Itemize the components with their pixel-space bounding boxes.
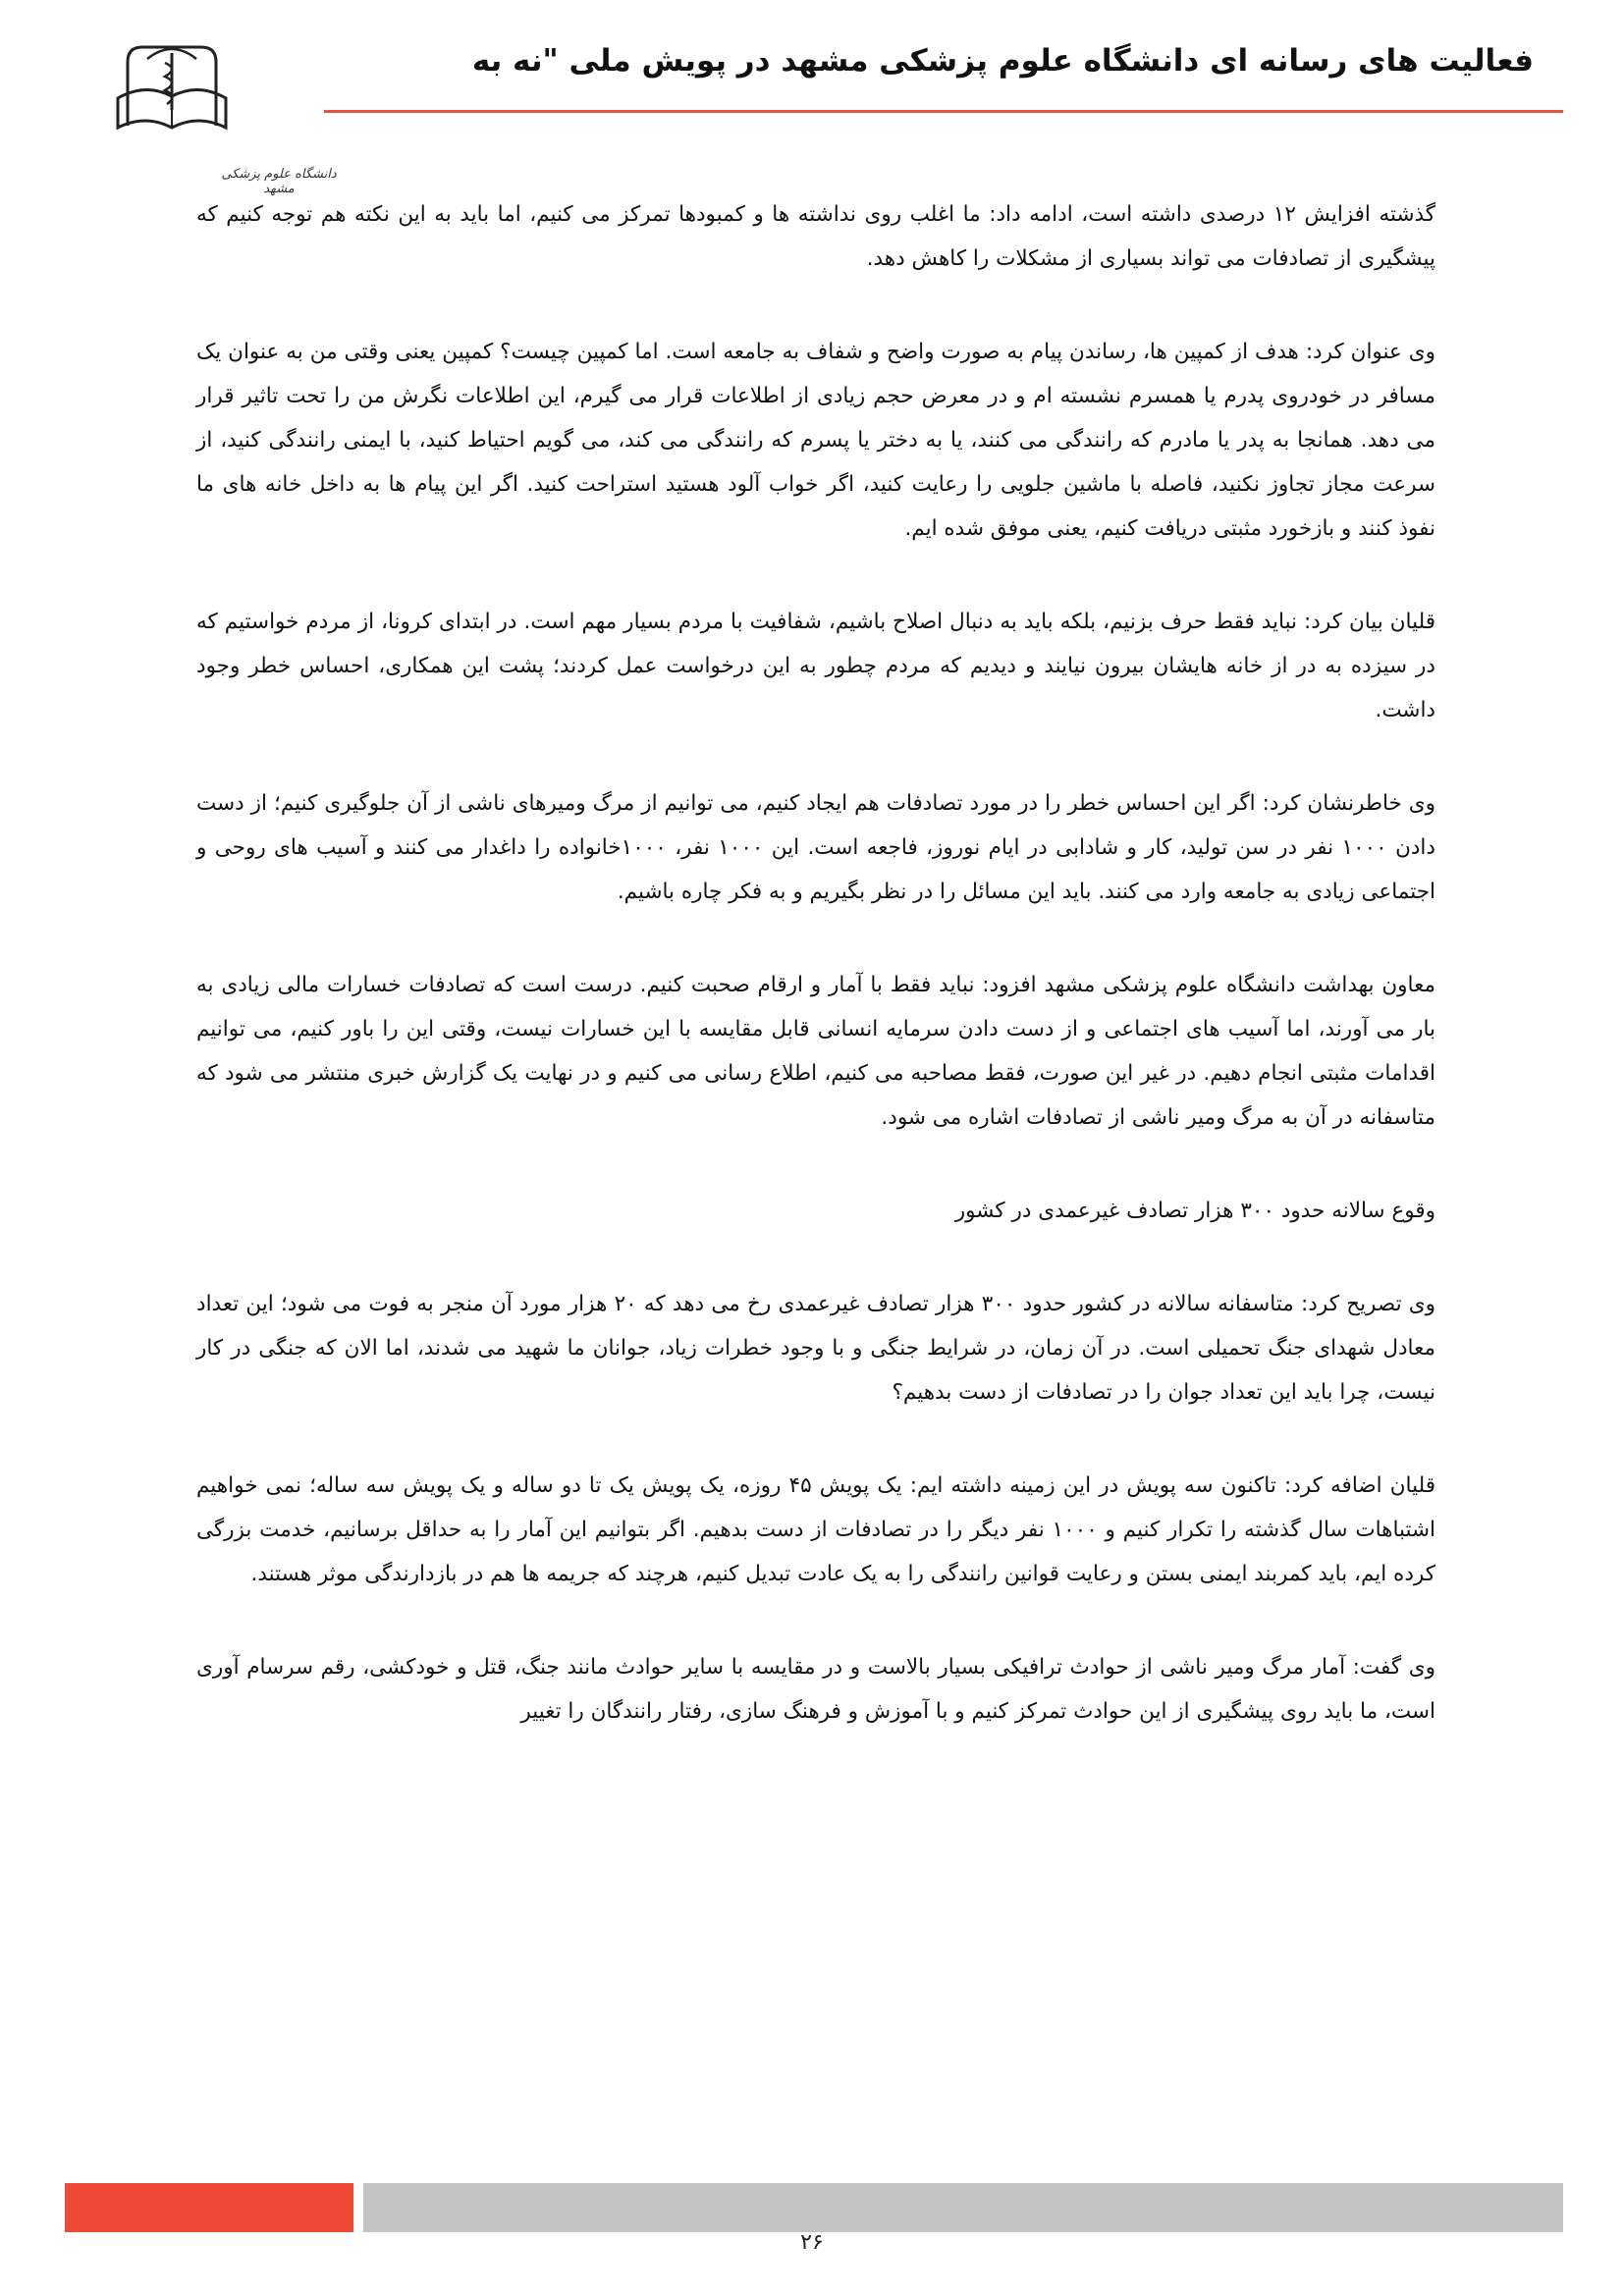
footer-gray-bar xyxy=(363,2183,1563,2232)
page-number: ۲۶ xyxy=(800,2230,824,2255)
paragraph: وی تصریح کرد: متاسفانه سالانه در کشور حدود ۳۰۰ هزار تصادف غیرعمدی رخ می دهد که ۲۰ هزار مورد آن منجر به فوت می شود؛ این تعداد معادل شهدای جنگ تحمیلی است. در آن زمان، در شرایط جنگی و با وجود خطرات زیاد، جوانان ما شهید می شدند، اما الان که جنگی در کار نیست، چرا باید این تعداد جوان را در تصادفات از دست بدهیم؟ xyxy=(196,1292,1435,1405)
logo-caption: دانشگاه علوم پزشکی مشهد xyxy=(221,167,337,196)
header-divider xyxy=(324,110,1563,113)
paragraph: وی عنوان کرد: هدف از کمپین ها، رساندن پیام به صورت واضح و شفاف به جامعه است. اما کمپین چیست؟ کمپین یعنی وقتی من به عنوان یک مسافر در خودروی پدرم یا همسرم نشسته ام و در معرض حجم زیادی از اطلاعات قرار می گیرم، این اطلاعات نگرش من را تحت تاثیر قرار می دهد. همانجا به پدر یا مادرم که رانندگی می کنند، یا به دختر یا پسرم که رانندگی می کند، می گویم احتیاط کنید، با ایمنی رانندگی کنید، از سرعت مجاز تجاوز نکنید، فاصله با ماشین جلویی را رعایت کنید، اگر خواب آلود هستید استراحت کنید. اگر این پیام ها به داخل خانه های ما نفوذ کنند و بازخورد مثبتی دریافت کنیم، یعنی موفق شده ایم. xyxy=(196,340,1435,541)
section-subheading: وقوع سالانه حدود ۳۰۰ هزار تصادف غیرعمدی در کشور xyxy=(954,1199,1435,1223)
paragraph: گذشته افزایش ۱۲ درصدی داشته است، ادامه داد: ما اغلب روی نداشته ها و کمبودها تمرکز می کنیم، اما باید به این نکته هم توجه کنیم که پیشگیری از تصادفات می تواند بسیاری از مشکلات را کاهش دهد. xyxy=(196,202,1435,271)
paragraph: وی گفت: آمار مرگ ومیر ناشی از حوادث ترافیکی بسیار بالاست و در مقایسه با سایر حوادث مانند جنگ، قتل و خودکشی، رقم سرسام آوری است، ما باید روی پیشگیری از این حوادث تمرکز کنیم و با آموزش و فرهنگ سازی، رفتار رانندگان را تغییر xyxy=(196,1655,1435,1724)
paragraph: قلیان بیان کرد: نباید فقط حرف بزنیم، بلکه باید به دنبال اصلاح باشیم، شفافیت با مردم بسیار مهم است. در ابتدای کرونا، از مردم خواستیم که در سیزده به در از خانه هایشان بیرون نیایند و دیدیم که مردم چطور به این درخواست عمل کردند؛ پشت این همکاری، احساس خطر وجود داشت. xyxy=(196,610,1435,722)
article-body xyxy=(196,192,1435,1783)
university-logo xyxy=(108,37,337,196)
paragraph: قلیان اضافه کرد: تاکنون سه پویش در این زمینه داشته ایم: یک پویش ۴۵ روزه، یک پویش یک تا دو ساله و یک پویش سه ساله؛ نمی خواهیم اشتباهات سال گذشته را تکرار کنیم و ۱۰۰۰ نفر دیگر را در تصادفات از دست بدهیم. اگر بتوانیم این آمار را به حداقل برسانیم، خدمت بزرگی کرده ایم، باید کمربند ایمنی بستن و رعایت قوانین رانندگی را به یک عادت تبدیل کنیم، هرچند که جریمه ها هم در بازدارندگی موثر هستند. xyxy=(196,1473,1436,1586)
paragraph: وی خاطرنشان کرد: اگر این احساس خطر را در مورد تصادفات هم ایجاد کنیم، می توانیم از مرگ ومیرهای ناشی از آن جلوگیری کنیم؛ از دست دادن ۱۰۰۰ نفر در سن تولید، کار و شادابی در ایام نوروز، فاجعه است. این ۱۰۰۰ نفر، ۱۰۰۰خانواده را داغدار می کنند و آسیب های روحی و اجتماعی زیادی به جامعه وارد می کنند. باید این مسائل را در نظر بگیریم و به فکر چاره باشیم. xyxy=(196,791,1435,904)
footer-red-bar xyxy=(65,2183,353,2232)
page-header-title: فعالیت های رسانه ای دانشگاه علوم پزشکی مشهد در پویش ملی "نه به xyxy=(471,43,1534,79)
paragraph: معاون بهداشت دانشگاه علوم پزشکی مشهد افزود: نباید فقط با آمار و ارقام صحبت کنیم. درست است که تصادفات خسارات مالی زیادی به بار می آورند، اما آسیب های اجتماعی و از دست دادن سرمایه انسانی قابل مقایسه با این خسارات نیست، وقتی این را باور کنیم، می توانیم اقدامات مثبتی انجام دهیم. در غیر این صورت، فقط مصاحبه می کنیم، اطلاع رسانی می کنیم و در نهایت یک گزارش خبری منتشر می شود که متاسفانه در آن به مرگ ومیر ناشی از تصادفات اشاره می شود. xyxy=(196,973,1435,1130)
university-emblem-icon xyxy=(108,37,236,135)
